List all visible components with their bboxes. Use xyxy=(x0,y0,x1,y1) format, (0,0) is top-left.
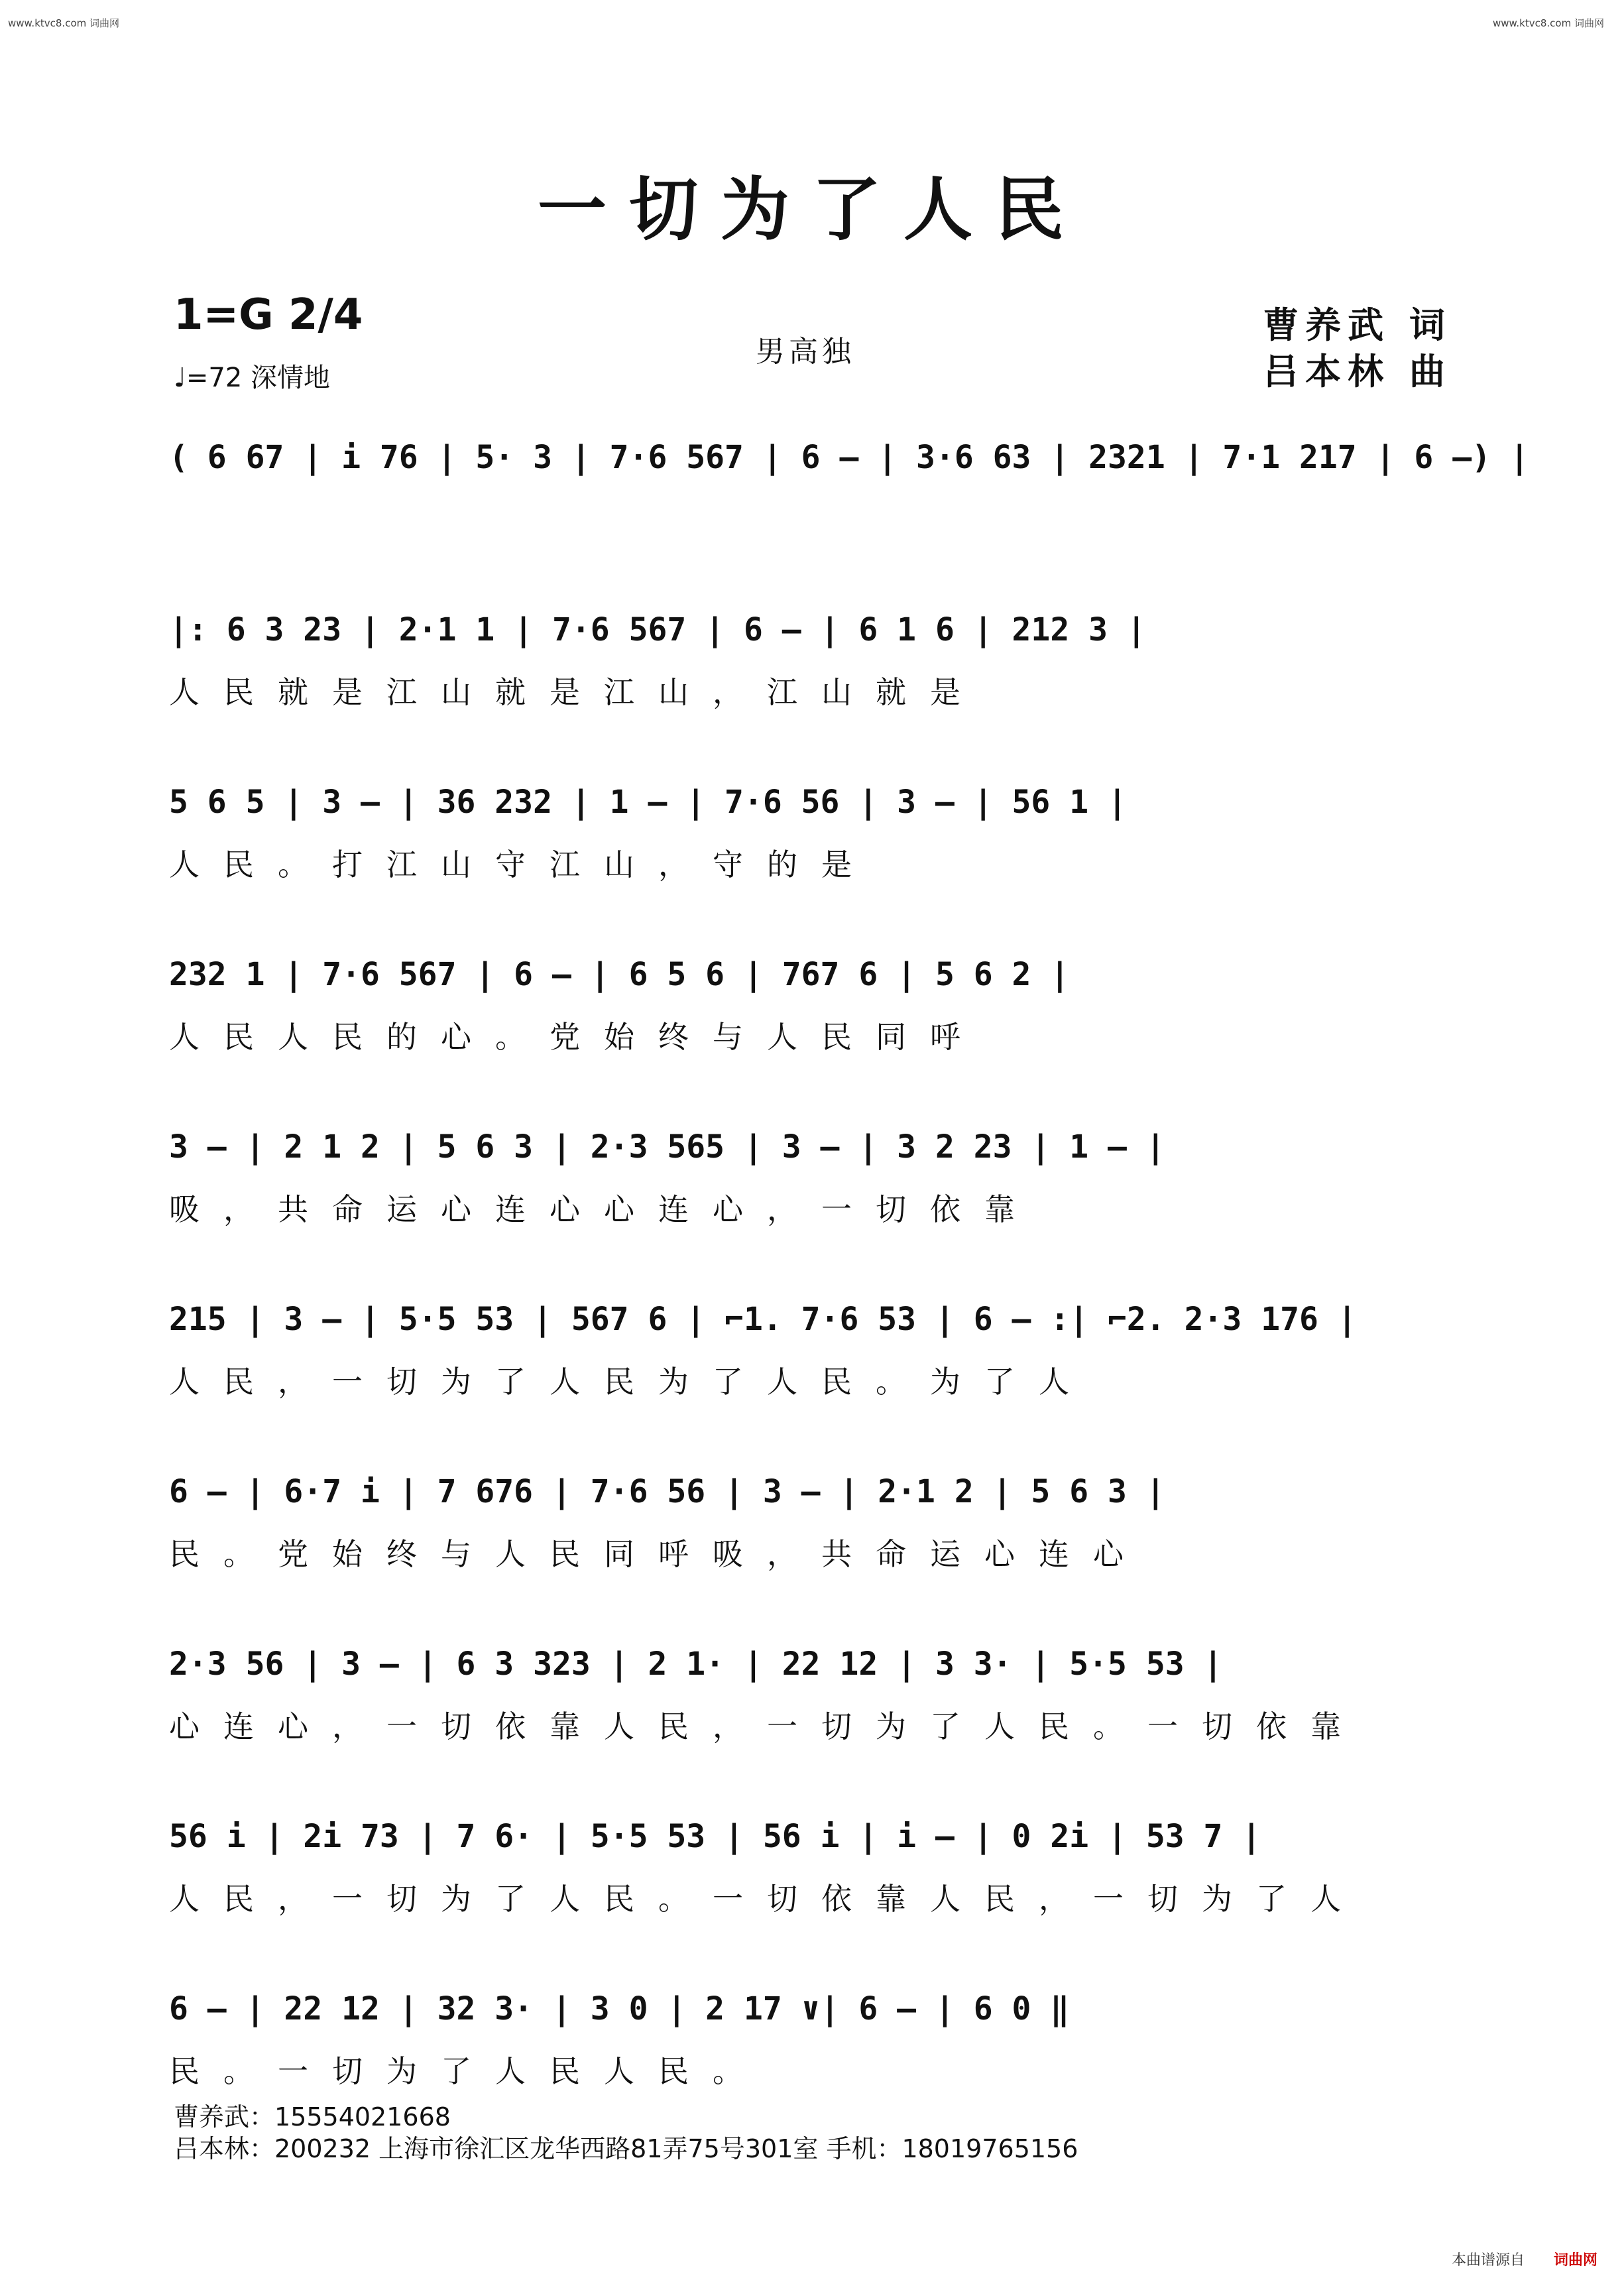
voice-type: 男高独 xyxy=(756,335,855,369)
footer-source-text: 本曲谱源自 xyxy=(1451,2252,1525,2269)
tempo-marking: ♩=72 深情地 xyxy=(174,363,330,393)
score-row xyxy=(169,935,1462,1107)
lyrics-line: 人民，一切为了人民。一切依靠人民，一切为了人 xyxy=(169,1881,1365,1917)
score-body xyxy=(169,418,1529,2141)
notation-line: |: 6 3 23 | 2·1 1 | 7·6 567 | 6 – | 6 1 6 | 212 3 | xyxy=(169,611,1146,648)
lyrics-line: 心连心，一切依靠人民，一切为了人民。一切依靠 xyxy=(169,1709,1365,1744)
song-title: 一切为了人民 xyxy=(537,168,1086,250)
lyrics-line: 人民，一切为了人民为了人民。为了人 xyxy=(169,1364,1093,1400)
notation-line: 56 i | 2i 73 | 7 6· | 5·5 53 | 56 i | i – | 0 2i | 53 7 | xyxy=(169,1818,1261,1855)
score-row xyxy=(169,1280,1462,1452)
lyrics-line: 人民人民的心。党始终与人民同呼 xyxy=(169,1019,984,1055)
notation-line: 232 1 | 7·6 567 | 6 – | 6 5 6 | 767 6 | 5 6 2 | xyxy=(169,956,1070,993)
score-row xyxy=(169,1624,1462,1797)
lyrics-line: 吸，共命运心连心心连心，一切依靠 xyxy=(169,1191,1039,1227)
lyrics-line: 民。党始终与人民同呼吸，共命运心连心 xyxy=(169,1536,1147,1572)
lyrics-line: 民。一切为了人民人民。 xyxy=(169,2053,767,2089)
score-row xyxy=(169,1452,1462,1624)
lyrics-line: 人民就是江山就是江山，江山就是 xyxy=(169,674,984,710)
notation-line: 5 6 5 | 3 – | 36 232 | 1 – | 7·6 56 | 3 – | 56 1 | xyxy=(169,784,1127,821)
contact-composer: 吕本林：200232 上海市徐汇区龙华西路81弄75号301室 手机：18019765156 xyxy=(174,2134,1078,2163)
notation-line: 6 – | 22 12 | 32 3· | 3 0 | 2 17 ∨| 6 – | 6 0 ‖ xyxy=(169,1990,1070,2027)
notation-line: 215 | 3 – | 5·5 53 | 567 6 | ⌐1. 7·6 53 | 6 – :| ⌐2. 2·3 176 | xyxy=(169,1301,1357,1338)
score-row xyxy=(169,590,1462,762)
notation-line: 2·3 56 | 3 – | 6 3 323 | 2 1· | 22 12 | 3 3· | 5·5 53 | xyxy=(169,1646,1223,1683)
key-signature: 1=G 2/4 xyxy=(174,290,363,339)
footer-site-logo[interactable]: 词曲网 xyxy=(1553,2252,1597,2269)
score-row xyxy=(169,1797,1462,1969)
contact-lyricist: 曹养武：15554021668 xyxy=(174,2102,451,2132)
lyrics-line: 人民。打江山守江山，守的是 xyxy=(169,847,876,882)
notation-line: 3 – | 2 1 2 | 5 6 3 | 2·3 565 | 3 – | 3 2 23 | 1 – | xyxy=(169,1128,1165,1166)
score-row xyxy=(169,762,1462,935)
score-row xyxy=(169,1107,1462,1280)
site-stamp-left: www.ktvc8.com 词曲网 xyxy=(8,17,120,29)
notation-line: 6 – | 6·7 i | 7 676 | 7·6 56 | 3 – | 2·1 2 | 5 6 3 | xyxy=(169,1473,1165,1510)
score-row xyxy=(169,418,1529,590)
lyricist-credit: 曹养武 词 xyxy=(1263,304,1452,346)
composer-credit: 吕本林 曲 xyxy=(1263,351,1452,392)
site-stamp-right: www.ktvc8.com 词曲网 xyxy=(1492,17,1604,29)
notation-line: ( 6 67 | i 76 | 5· 3 | 7·6 567 | 6 – | 3·6 63 | 2321 | 7·1 217 | 6 –) | xyxy=(169,439,1529,476)
